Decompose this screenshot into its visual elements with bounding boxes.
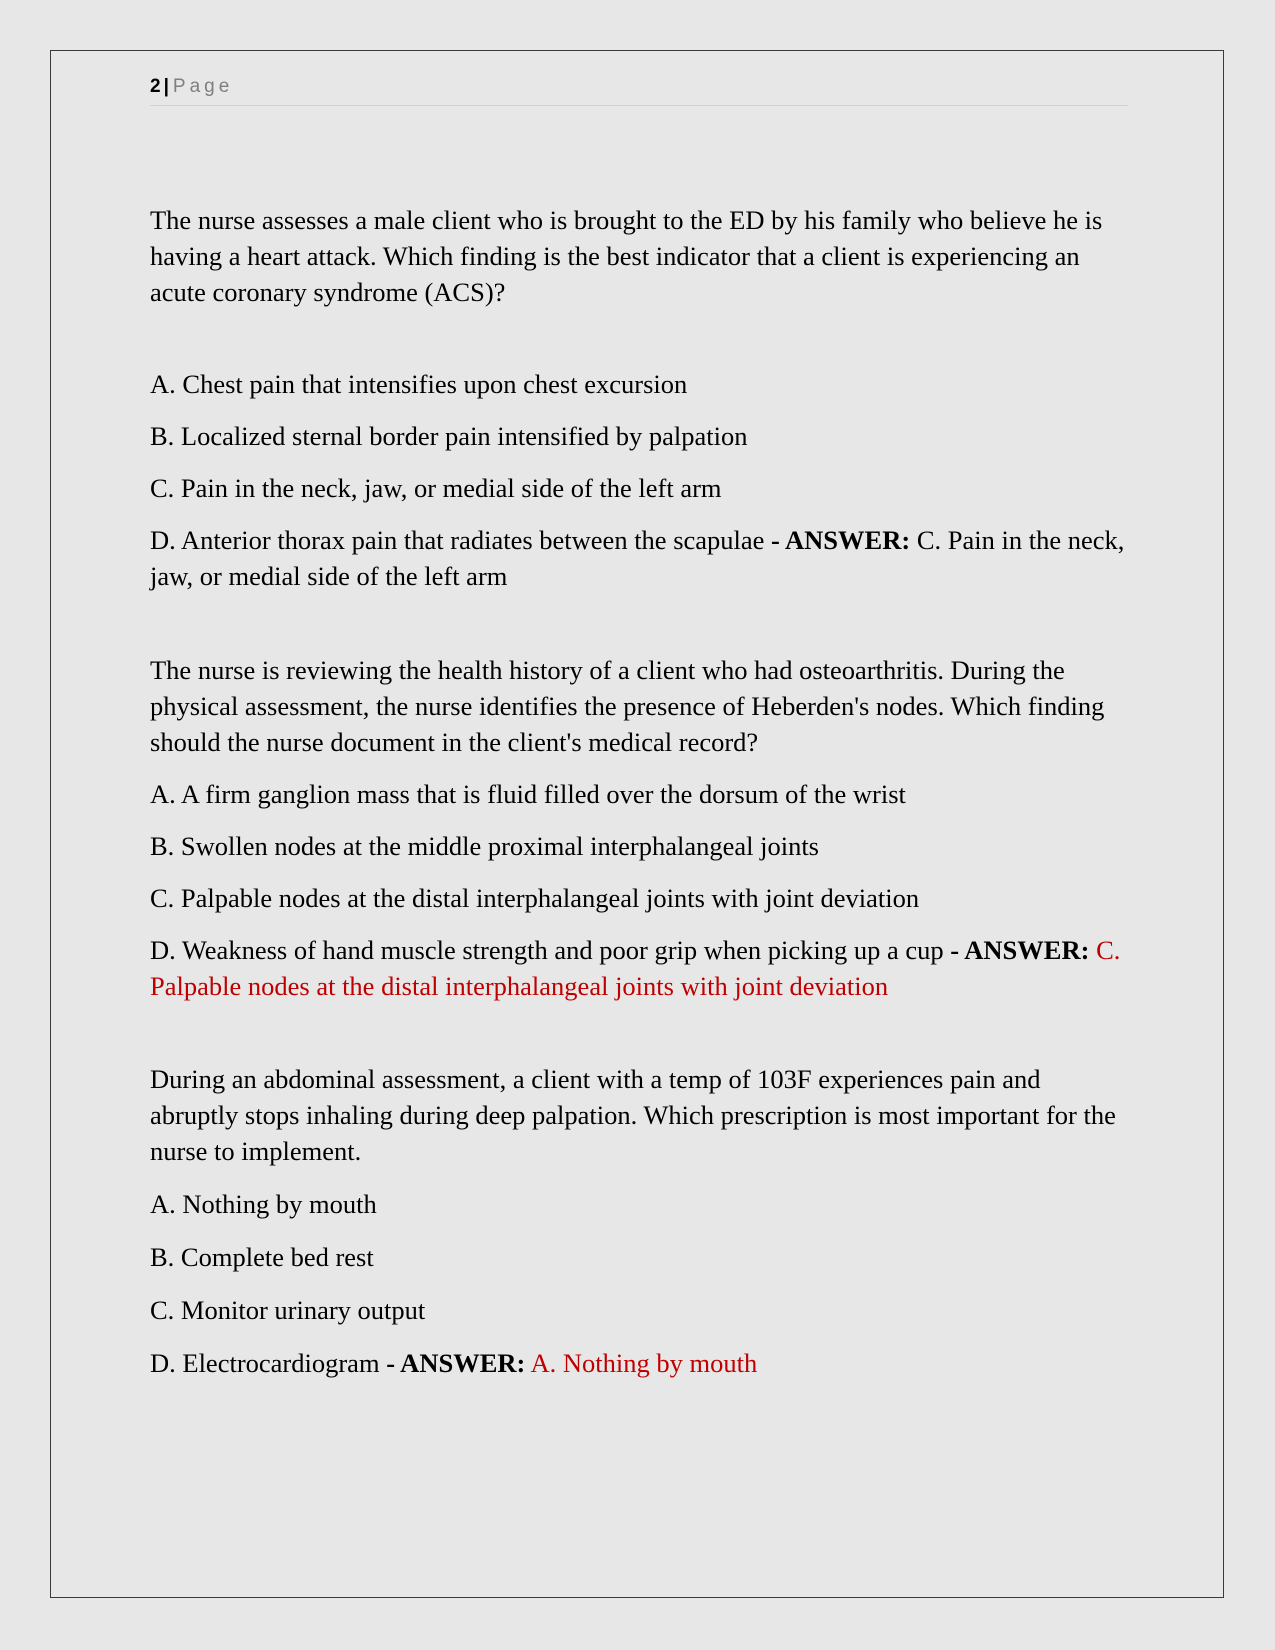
page-number: 2 — [150, 76, 161, 97]
answer-text: A. Nothing by mouth — [530, 1348, 758, 1378]
option-c: C. Palpable nodes at the distal interphalangeal joints with joint deviation — [150, 883, 920, 913]
option-a: A. Chest pain that intensifies upon chest excursion — [150, 369, 688, 399]
page-label: Page — [172, 76, 234, 97]
option-b: B. Swollen nodes at the middle proximal interphalangeal joints — [150, 831, 819, 861]
document-body — [150, 202, 1130, 1381]
question-block — [150, 652, 1130, 1004]
question-block — [150, 1061, 1130, 1381]
option-d-text: D. Anterior thorax pain that radiates between the scapulae — [150, 525, 765, 555]
question-stem: The nurse is reviewing the health history of a client who had osteoarthritis. During the physical assessment, the nurse identifies the presence of Heberden's nodes. Which finding should the nurse document in the client's medical record? — [150, 655, 1105, 757]
option-d — [150, 1345, 1130, 1381]
option-a: A. A firm ganglion mass that is fluid filled over the dorsum of the wrist — [150, 779, 906, 809]
option-a: A. Nothing by mouth — [150, 1189, 377, 1219]
option-b: B. Localized sternal border pain intensified by palpation — [150, 421, 748, 451]
question-stem: During an abdominal assessment, a client with a temp of 103F experiences pain and abruptly stops inhaling during deep palpation. Which prescription is most important for the nurse to implement. — [150, 1064, 1116, 1166]
answer-text: C. Pain in the neck, jaw, or medial side of the left arm — [150, 525, 1125, 591]
question-stem: The nurse assesses a male client who is brought to the ED by his family who believe he is having a heart attack. Which finding is the best indicator that a client is experiencing an acute coronary syndrome (ACS)? — [150, 205, 1103, 307]
option-d — [150, 932, 1130, 1004]
answer-text: C. Palpable nodes at the distal interphalangeal joints with joint deviation — [150, 935, 1121, 1001]
option-b: B. Complete bed rest — [150, 1242, 374, 1272]
answer-label: - ANSWER: — [771, 525, 911, 555]
option-d-text: D. Weakness of hand muscle strength and poor grip when picking up a cup — [150, 935, 944, 965]
header-separator: | — [163, 76, 169, 97]
answer-label: - ANSWER: — [386, 1348, 526, 1378]
option-c: C. Pain in the neck, jaw, or medial side of the left arm — [150, 473, 722, 503]
question-block — [150, 202, 1130, 594]
option-d-text: D. Electrocardiogram — [150, 1348, 380, 1378]
option-d — [150, 522, 1130, 594]
page-header — [150, 76, 1128, 106]
answer-label: - ANSWER: — [950, 935, 1090, 965]
option-c: C. Monitor urinary output — [150, 1295, 426, 1325]
